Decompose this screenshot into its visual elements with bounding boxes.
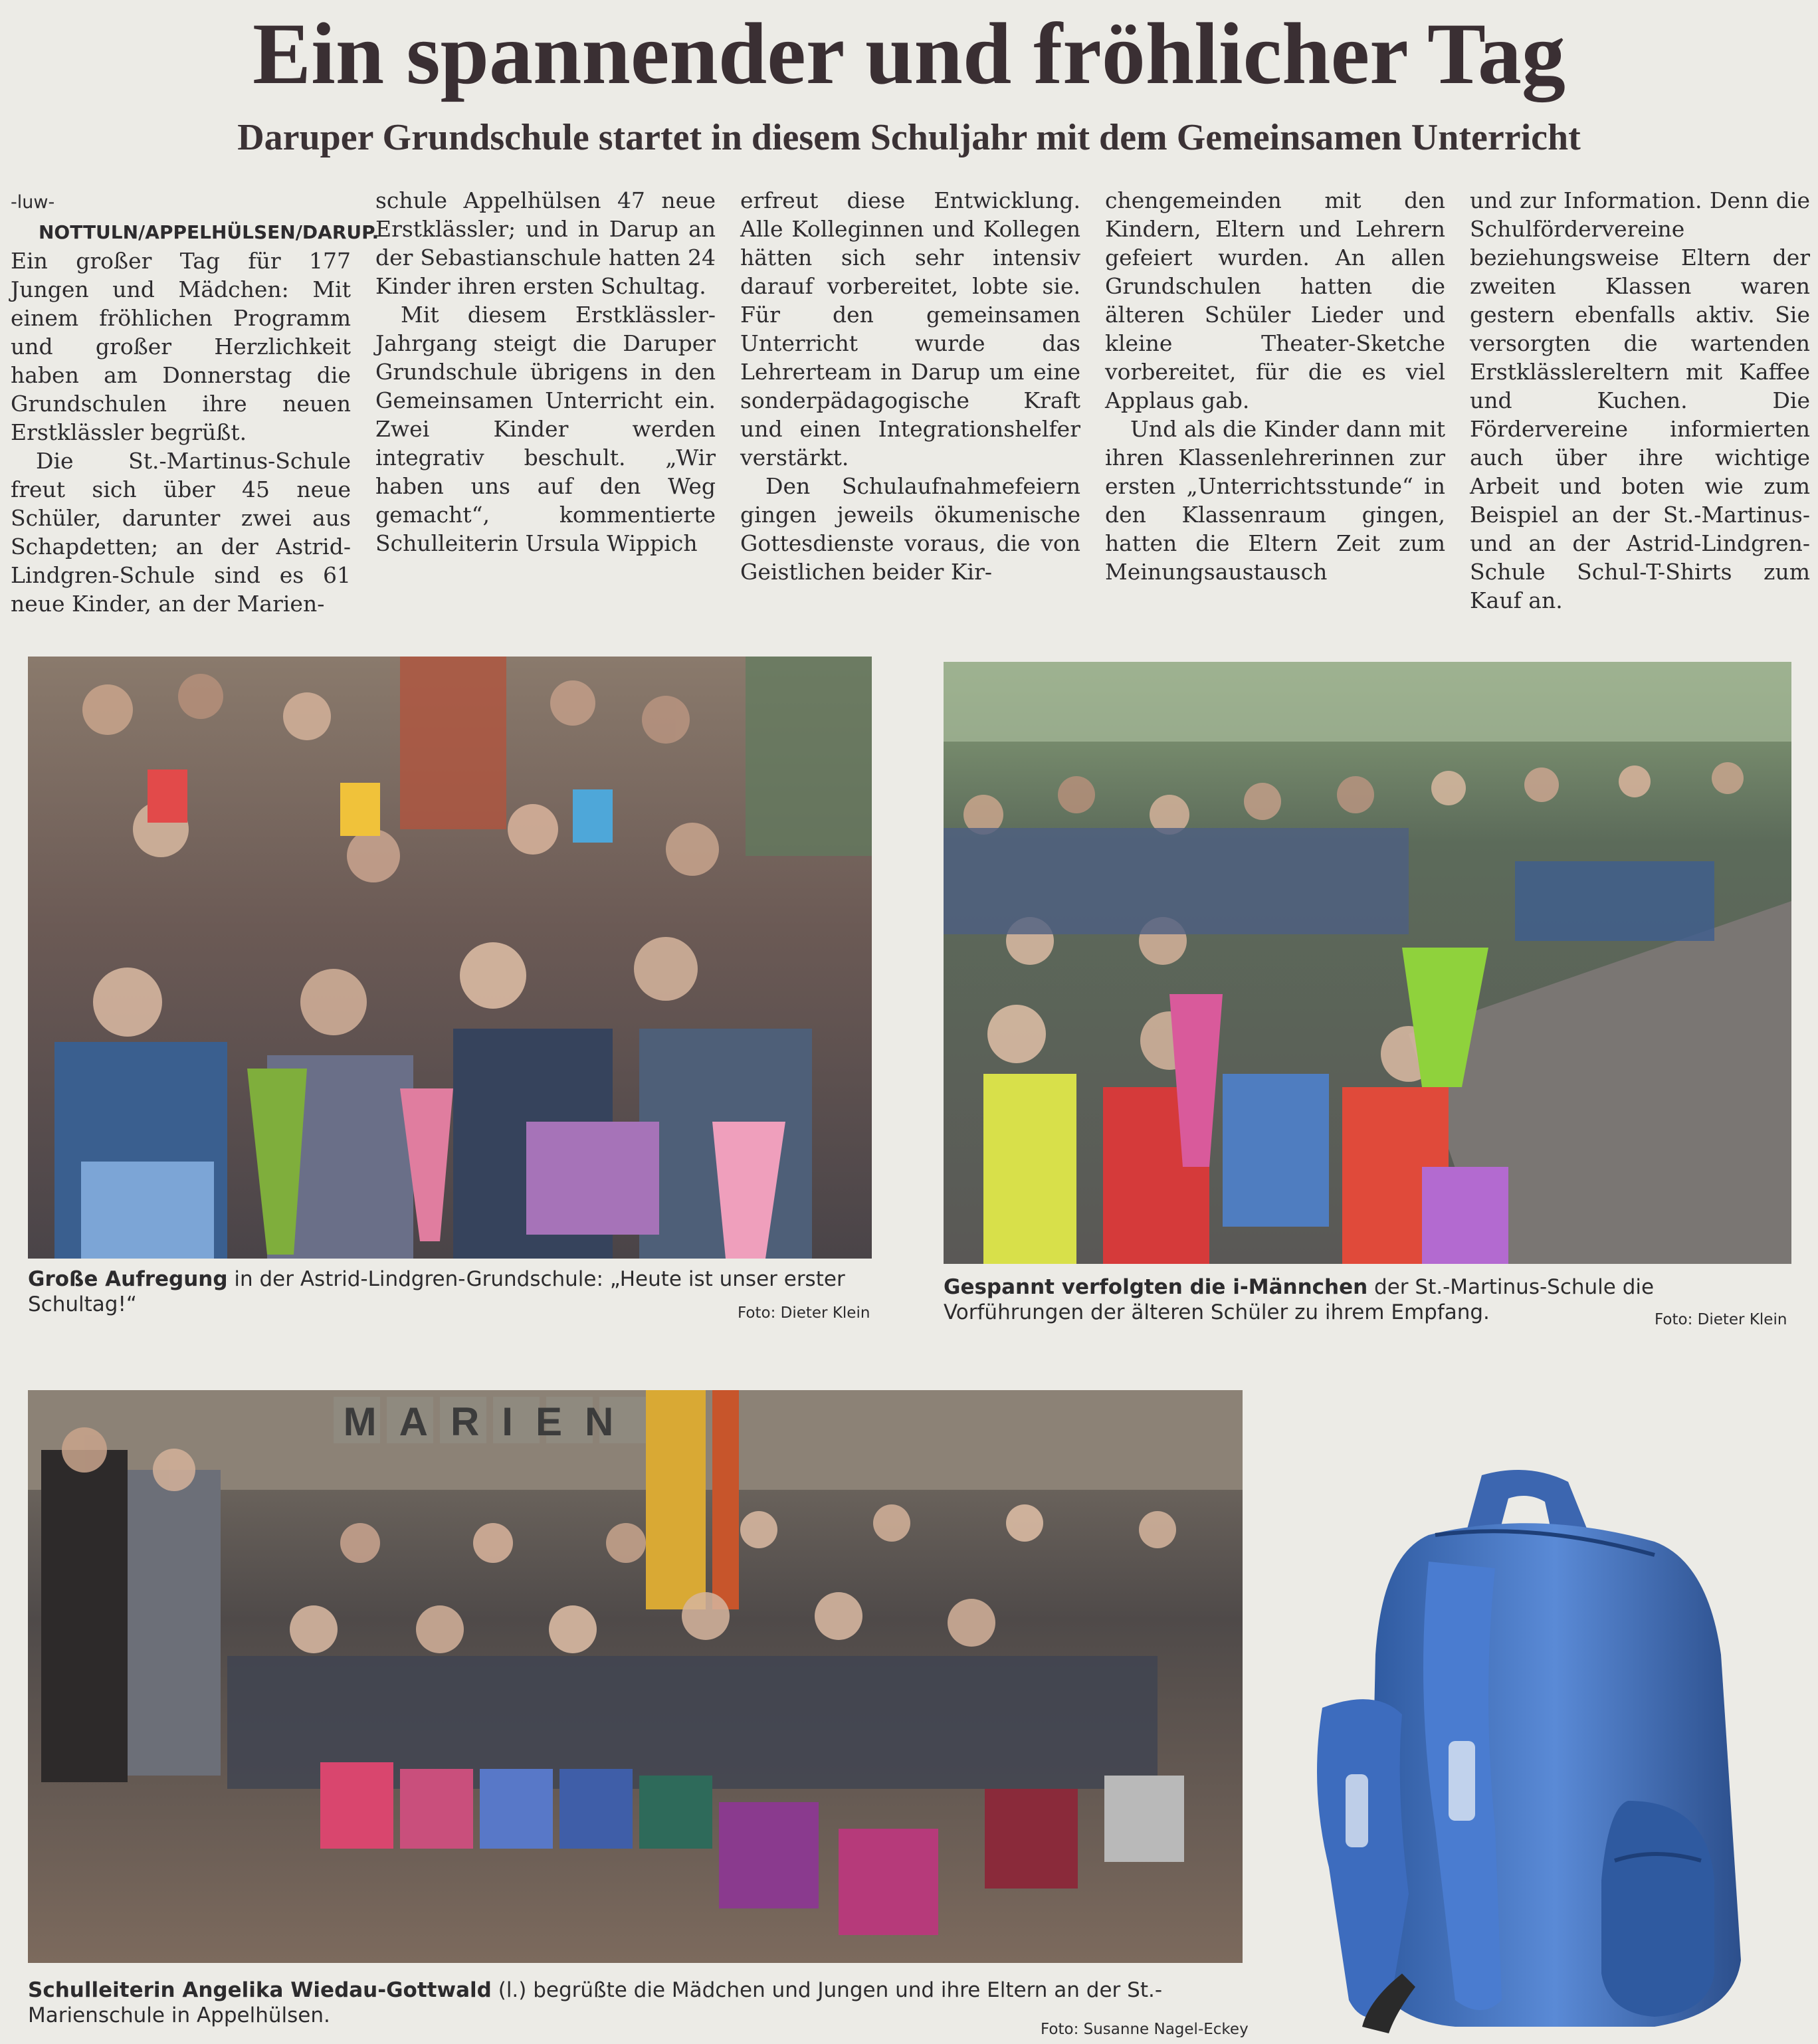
caption-text: (l.) begrüßte die Mädchen und Jungen und ihre Eltern an der St.-Marienschule in Appelhülsen. — [28, 1978, 1163, 2027]
lead-paragraph — [11, 186, 379, 447]
article-column-1 — [11, 186, 379, 618]
subheadline: Daruper Grundschule startet in diesem Schuljahr mit dem Gemeinsamen Unterricht — [237, 117, 1581, 158]
article-column-2 — [375, 186, 716, 558]
backpack-image — [1282, 1455, 1774, 2040]
photo-credit-1: Foto: Dieter Klein — [738, 1304, 870, 1322]
photo-marienschule — [28, 1390, 1243, 1963]
caption-text: der St.-Martinus-Schule die Vorführungen der älteren Schüler zu ihrem Empfang. — [944, 1275, 1655, 1324]
paragraph-text: Ein großer Tag für 177 Jungen und Mädchen: Mit einem fröhlichen Programm und großer Herzlichkeit haben am Donnerstag die Grundschulen ihre neuen Erstklässler begrüßt. — [11, 248, 351, 445]
dateline: NOTTULN/APPELHÜLSEN/DARUP. — [38, 221, 379, 243]
backpack-icon — [1282, 1455, 1774, 2040]
photo-crowd-indoor — [28, 657, 872, 1259]
photo-credit-3: Foto: Susanne Nagel-Eckey — [1041, 2021, 1249, 2038]
photo-credit-2: Foto: Dieter Klein — [1655, 1311, 1787, 1328]
wall-sign-letters: MARIEN — [343, 1399, 637, 1444]
caption-emphasis: Gespannt verfolgten die i-Männchen — [944, 1275, 1368, 1299]
paragraph: erfreut diese Entwicklung. Alle Kolleginnen und Kollegen hätten sich sehr intensiv darauf vorbereitet, lobte sie. Für den gemeinsamen Unterricht wurde das Lehrerteam in Darup um eine sonderpädagogische Kraft und einen Integrationshelfer verstärkt. — [740, 187, 1080, 470]
paragraph: schule Appelhülsen 47 neue Erstklässler; und in Darup an der Sebastianschule hatten 24 Kinder ihren ersten Schultag. — [375, 187, 716, 299]
photo-hall-crowd — [28, 1390, 1243, 1963]
photo-st-martinus-school — [944, 662, 1791, 1264]
photo-astrid-lindgren-school — [28, 657, 872, 1259]
paragraph: chengemeinden mit den Kindern, Eltern und Lehrern gefeiert wurden. An allen Grundschulen hatten die älteren Schüler Lieder und kleine Theater-Sketche vorbereitet, für die es viel Applaus gab. — [1105, 187, 1445, 413]
caption-emphasis: Große Aufregung — [28, 1267, 228, 1291]
article-body — [11, 186, 1811, 617]
paragraph: und zur Information. Denn die Schulfördervereine beziehungsweise Eltern der zweiten Klassen waren gestern ebenfalls aktiv. Sie versorgten die wartenden Erstklässlereltern mit Kaffee und Kuchen. Die Fördervereine informierten auch über ihre wichtige Arbeit und boten wie zum Beispiel an der St.-Martinus- und an der Astrid-Lindgren-Schule Schul-T-Shirts zum Kauf an. — [1470, 187, 1810, 613]
byline: -luw- — [11, 192, 55, 213]
paragraph: Und als die Kinder dann mit ihren Klassenlehrerinnen zur ersten „Unterrichtsstunde“ in den Klassenraum gingen, hatten die Eltern Zeit zum Meinungsaustausch — [1105, 416, 1445, 585]
paragraph: Die St.-Martinus-Schule freut sich über 45 neue Schüler, darunter zwei aus Schapdetten; an der Astrid-Lindgren-Schule sind es 61 neue Kinder, an der Marien- — [11, 448, 351, 617]
headline: Ein spannender und fröhlicher Tag — [252, 5, 1566, 102]
photo-crowd-outdoor — [944, 662, 1791, 1264]
article-column-3 — [740, 186, 1080, 586]
caption-emphasis: Schulleiterin Angelika Wiedau-Gottwald — [28, 1978, 492, 2002]
article-column-4 — [1105, 186, 1445, 586]
caption-text: in der Astrid-Lindgren-Grundschule: „Heute ist unser erster Schultag!“ — [28, 1267, 845, 1316]
paragraph: Mit diesem Erstklässler-Jahrgang steigt die Daruper Grundschule übrigens in den Gemeinsamen Unterricht ein. Zwei Kinder werden integrativ beschult. „Wir haben uns auf den Weg gemacht“, kommentierte Schulleiterin Ursula Wippich — [375, 302, 716, 556]
paragraph: Den Schulaufnahmefeiern gingen jeweils ökumenische Gottesdienste voraus, die von Geistlichen beider Kir- — [740, 473, 1080, 585]
article-column-5 — [1470, 186, 1810, 615]
